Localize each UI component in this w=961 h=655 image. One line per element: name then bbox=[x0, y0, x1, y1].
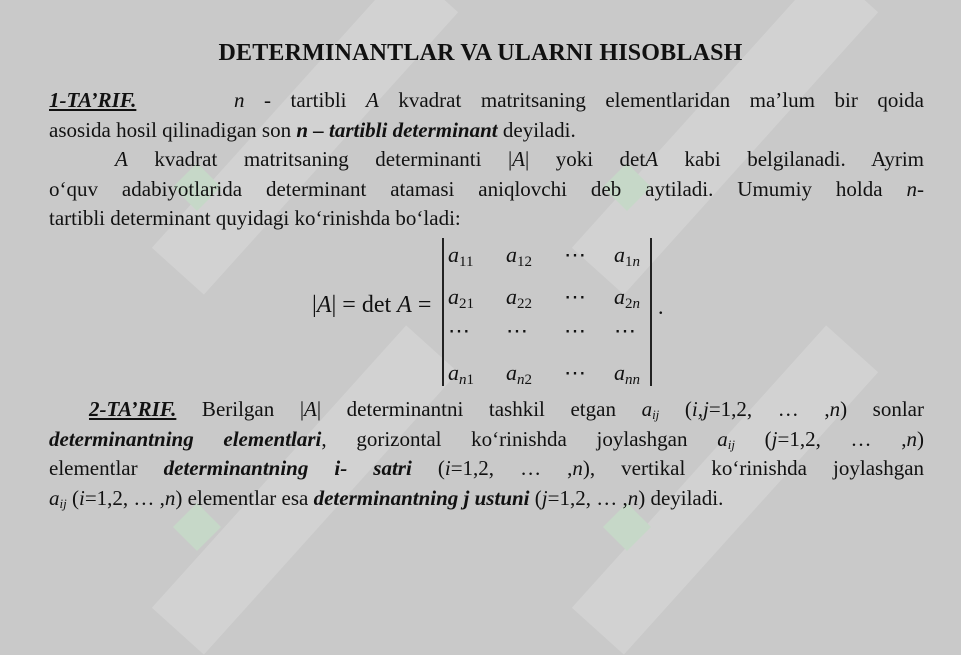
text: o‘quv adabiyotlarida determinant atamasi aniqlovchi deb aytiladi. Umumiy holda bbox=[49, 176, 907, 201]
matrix-cell-3-3: ⋯ bbox=[564, 318, 586, 343]
var-a: a bbox=[641, 397, 653, 421]
matrix-cell-4-2: $a_{n2}$ bbox=[506, 360, 532, 388]
matrix-cell-1-3: ⋯ bbox=[564, 242, 586, 267]
term-elements: determinantning elementlari bbox=[49, 426, 322, 451]
text: =1,2, … , bbox=[708, 397, 830, 421]
text: ( bbox=[411, 456, 445, 480]
text: ) deyiladi. bbox=[638, 485, 724, 510]
text: ( bbox=[734, 426, 772, 451]
determinant-formula bbox=[312, 236, 672, 388]
var-a: a bbox=[717, 426, 728, 451]
text: =1,2, … , bbox=[450, 456, 573, 480]
matrix-cell-4-1: $a_{n1}$ bbox=[448, 360, 474, 388]
term-n-determinant: n – tartibli determinant bbox=[296, 117, 498, 142]
text: - tartibli bbox=[244, 88, 367, 112]
term-row: determinantning i- satri bbox=[163, 456, 412, 480]
matrix-cell-3-4: ⋯ bbox=[614, 318, 636, 343]
text: elementlar bbox=[49, 456, 164, 480]
var-n: n bbox=[906, 176, 917, 201]
paragraph-line-1 bbox=[49, 145, 924, 175]
definition-1-line-1 bbox=[49, 86, 924, 116]
matrix-cell-2-3: ⋯ bbox=[564, 284, 586, 309]
paragraph-notation bbox=[49, 145, 924, 234]
var-ij: i,j bbox=[691, 397, 709, 421]
var-i: i bbox=[78, 485, 85, 510]
text: kvadrat matritsaning determinanti | bbox=[127, 147, 513, 171]
var-a: A bbox=[115, 147, 128, 171]
text: ), vertikal ko‘rinishda joylashgan bbox=[582, 456, 925, 480]
paragraph-line-2 bbox=[49, 175, 924, 205]
var-n: n bbox=[164, 485, 176, 510]
var-a: a bbox=[49, 485, 60, 510]
text: ( bbox=[529, 485, 542, 510]
text: =1,2, … , bbox=[777, 426, 907, 451]
matrix-cell-1-4: $a_{1n}$ bbox=[614, 242, 640, 270]
text: - bbox=[917, 176, 924, 201]
var-j: j bbox=[771, 426, 778, 451]
matrix-cell-4-3: ⋯ bbox=[564, 360, 586, 385]
definition-2-line-4 bbox=[49, 484, 924, 514]
text: =1,2, … , bbox=[84, 485, 165, 510]
var-i: i bbox=[444, 456, 451, 480]
text: ( bbox=[659, 397, 692, 421]
var-n: n bbox=[906, 426, 917, 451]
matrix-cell-4-4: $a_{nn}$ bbox=[614, 360, 640, 388]
var-a: A bbox=[304, 397, 317, 421]
var-a: A bbox=[645, 147, 659, 171]
subscript: ij bbox=[652, 407, 660, 422]
text: | determinantni tashkil etgan bbox=[316, 397, 642, 421]
text: | yoki det bbox=[524, 147, 646, 171]
text: , gorizontal ko‘rinishda joylashgan bbox=[321, 426, 718, 451]
subscript: ij bbox=[727, 436, 735, 452]
formula-lhs: |A| = det A = bbox=[312, 292, 432, 318]
matrix-cell-2-4: $a_{2n}$ bbox=[614, 284, 640, 312]
var-n: n bbox=[233, 88, 245, 112]
matrix-cell-1-1: $a_{11}$ bbox=[448, 242, 474, 270]
text: ) elementlar esa bbox=[175, 485, 314, 510]
text: ) sonlar bbox=[840, 397, 924, 421]
text: ( bbox=[66, 485, 79, 510]
var-a: A bbox=[512, 147, 525, 171]
page-title: DETERMINANTLAR VA ULARNI HISOBLASH bbox=[218, 40, 743, 66]
definition-2-label: 2-TA’RIF. bbox=[89, 397, 177, 421]
var-n: n bbox=[627, 485, 639, 510]
var-n: n bbox=[829, 397, 841, 421]
var-j: j bbox=[541, 485, 548, 510]
definition-2-line-3 bbox=[49, 454, 924, 484]
var-a: A bbox=[366, 88, 379, 112]
definition-2-line-1 bbox=[49, 395, 924, 425]
matrix-cell-3-2: ⋯ bbox=[506, 318, 528, 343]
text: deyiladi. bbox=[497, 117, 576, 142]
text: Berilgan | bbox=[176, 397, 305, 421]
matrix-cell-2-2: $a_{22}$ bbox=[506, 284, 532, 312]
determinant-left-bar bbox=[442, 238, 444, 386]
text: ) bbox=[917, 426, 924, 451]
text: asosida hosil qilinadigan son bbox=[49, 117, 297, 142]
subscript: ij bbox=[59, 495, 67, 511]
definition-1 bbox=[49, 86, 924, 145]
definition-1-line-2 bbox=[49, 116, 924, 146]
definition-2 bbox=[49, 395, 924, 513]
text: kabi belgilanadi. Ayrim bbox=[658, 147, 925, 171]
text: kvadrat matritsaning elementlaridan ma’lum bir qoida bbox=[378, 88, 924, 112]
matrix-cell-3-1: ⋯ bbox=[448, 318, 470, 343]
matrix-cell-1-2: $a_{12}$ bbox=[506, 242, 532, 270]
paragraph-line-3: tartibli determinant quyidagi ko‘rinishda bo‘ladi: bbox=[49, 206, 461, 230]
matrix-cell-2-1: $a_{21}$ bbox=[448, 284, 474, 312]
definition-1-label: 1-TA’RIF. bbox=[49, 88, 137, 112]
determinant-right-bar bbox=[650, 238, 652, 386]
text: =1,2, … , bbox=[547, 485, 628, 510]
var-n: n bbox=[572, 456, 583, 480]
term-column: determinantning j ustuni bbox=[313, 485, 530, 510]
definition-2-line-2 bbox=[49, 425, 924, 455]
formula-end: . bbox=[658, 294, 664, 319]
